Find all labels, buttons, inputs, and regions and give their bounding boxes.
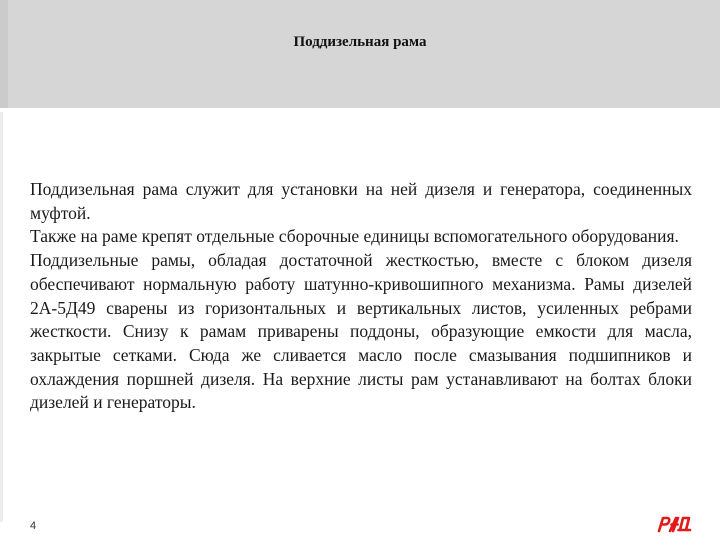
page-number: 4: [30, 520, 37, 532]
body-paragraph-2: Также на раме крепят отдельные сборочные единицы вспомогательного оборудования.: [30, 226, 679, 247]
body-paragraph-3: Поддизельные рамы, обладая достаточной жесткостью, вместе с блоком дизеля обеспечивают нормальную работу шатунно-кривошипного механизма. Рамы дизелей 2А-5Д49 сварены из горизонтальных и вертикальных листов, усиленных ребрами жесткости. Снизу к рамам приварены поддоны, образующие емкости для масла, закрытые сетками. Сюда же сливается масло после смазывания подшипников и охлаждения поршней дизеля. На верхние листы рам устанавливают на болтах блоки дизелей и генераторы.: [30, 250, 692, 413]
slide-title: Поддизельная рама: [293, 34, 427, 50]
side-strip: [0, 112, 3, 522]
body-paragraph-1: Поддизельная рама служит для установки на ней дизеля и генератора, соединенных муфтой.: [30, 179, 692, 223]
header-left-strip: [0, 0, 8, 108]
slide-body: [30, 178, 692, 415]
rzd-logo: [656, 515, 692, 533]
header-band: [0, 0, 720, 108]
